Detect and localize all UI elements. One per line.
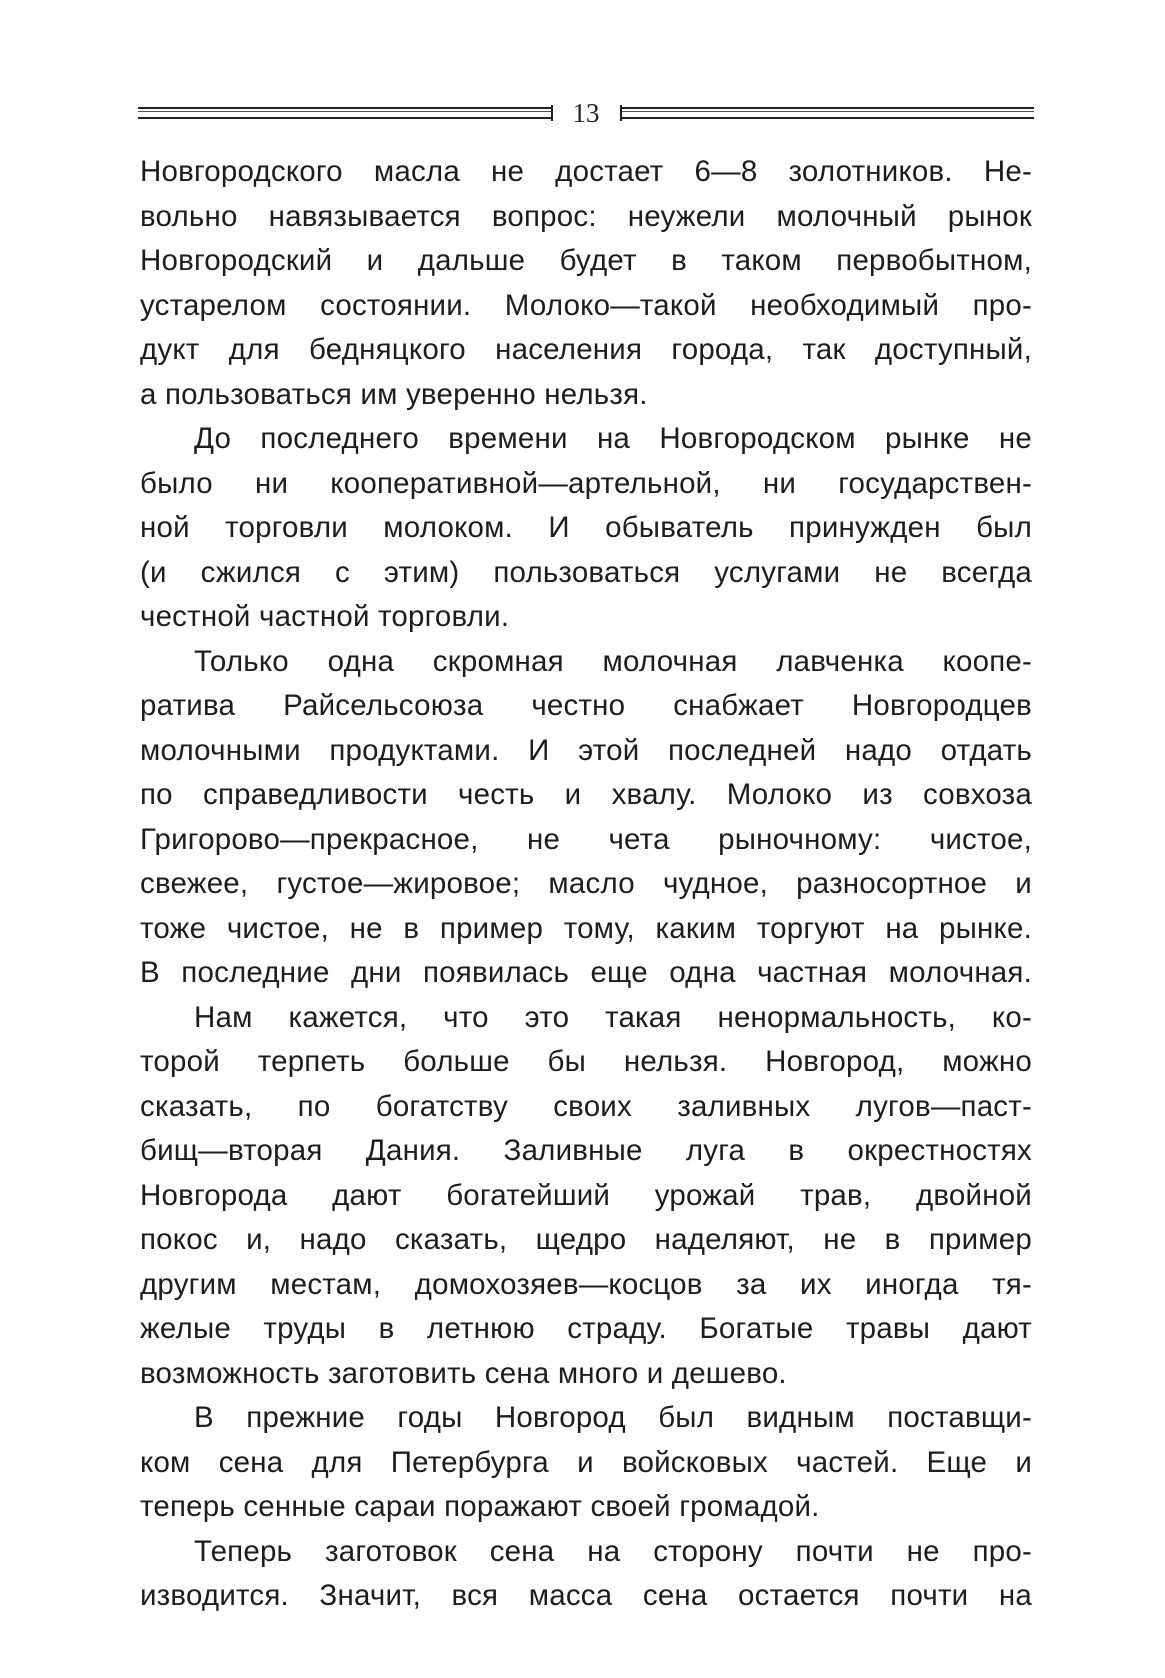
paragraph-5 (140, 1396, 1032, 1530)
header-rule-left (138, 107, 551, 119)
text-line: Теперь заготовок сена на сторону почти не про- (194, 1534, 1032, 1568)
paragraph-2 (140, 417, 1032, 640)
text-line: Только одна скромная молочная лавченка коопе- (194, 644, 1032, 678)
text-line: торой терпеть больше бы нельзя. Новгород, можно (140, 1045, 1032, 1078)
body-text (140, 150, 1032, 1619)
text-line: До последнего времени на Новгородском рынке не (194, 422, 1032, 455)
text-line: другим местам, домохозяев—косцов за их иногда тя- (140, 1267, 1032, 1301)
text-line: бищ—вторая Дания. Заливные луга в окрестностях (140, 1134, 1032, 1167)
text-line: а пользоваться им уверенно нельзя. (140, 377, 648, 411)
text-line: теперь сенные сараи поражают своей громадой. (140, 1490, 820, 1523)
paragraph-4 (140, 996, 1032, 1397)
text-line: молочными продуктами. И этой последней надо отдать (140, 733, 1032, 767)
header-rule-right (622, 107, 1035, 119)
text-line: ной торговли молоком. И обыватель принужден был (140, 511, 1032, 544)
text-line: Нам кажется, что это такая ненормальность, ко- (194, 1000, 1032, 1034)
text-line: свежее, густое—жировое; масло чудное, разносортное и (140, 867, 1032, 900)
text-line: Новгородского масла не достает 6—8 золотников. Не- (140, 155, 1032, 188)
paragraph-3 (140, 640, 1032, 996)
text-line: сказать, по богатству своих заливных лугов—паст- (140, 1089, 1032, 1123)
text-line: Новгорода дают богатейший урожай трав, двойной (140, 1178, 1032, 1212)
text-line: ком сена для Петербурга и войсковых частей. Еще и (140, 1445, 1032, 1479)
text-line: Новгородский и дальше будет в таком первобытном, (140, 244, 1032, 277)
text-line: честной частной торговли. (140, 600, 510, 633)
text-line: (и сжился с этим) пользоваться услугами не всегда (140, 555, 1032, 589)
text-line: вольно навязывается вопрос: неужели молочный рынок (140, 199, 1032, 233)
paragraph-6 (140, 1530, 1032, 1619)
page-header (138, 96, 1034, 130)
text-line: дукт для бедняцкого населения города, так доступный, (140, 333, 1032, 366)
text-line: по справедливости честь и хвалу. Молоко из совхоза (140, 778, 1032, 811)
page-number: 13 (572, 98, 600, 128)
text-line: было ни кооперативной—артельной, ни государствен- (140, 466, 1032, 500)
text-line: тоже чистое, не в пример тому, каким торгуют на рынке. (140, 911, 1032, 945)
text-line: изводится. Значит, вся масса сена остается почти на (140, 1579, 1032, 1612)
text-line: желые труды в летнюю страду. Богатые травы дают (140, 1312, 1032, 1345)
paragraph-1 (140, 150, 1032, 417)
text-line: покос и, надо сказать, щедро наделяют, не в пример (140, 1223, 1032, 1256)
text-line: возможность заготовить сена много и дешево. (140, 1356, 787, 1390)
text-line: В последние дни появилась еще одна частная молочная. (140, 956, 1032, 989)
text-line: Григорово—прекрасное, не чета рыночному: чистое, (140, 822, 1032, 856)
text-line: устарелом состоянии. Молоко—такой необходимый про- (140, 288, 1032, 322)
text-line: ратива Райсельсоюза честно снабжает Новгородцев (140, 689, 1032, 722)
text-line: В прежние годы Новгород был видным поставщи- (194, 1401, 1032, 1434)
